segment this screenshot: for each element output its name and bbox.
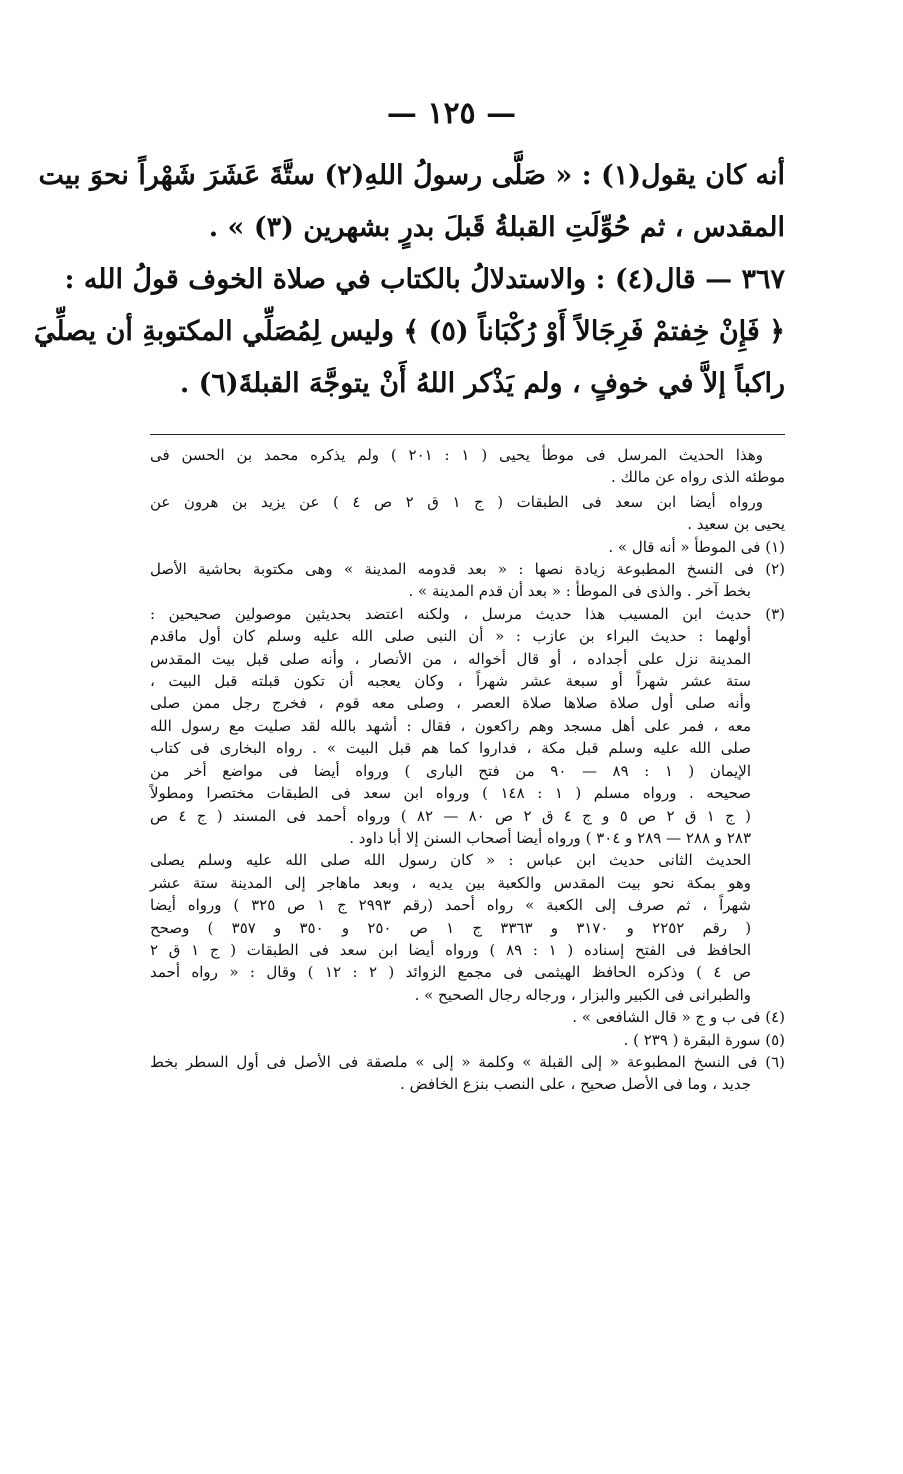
footnote-line: موطئه الذى رواه عن مالك . <box>611 468 785 487</box>
footnote-line: ص ٤ ) وذكره الحافظ الهيثمى فى مجمع الزوائد ( ٢ : ١٢ ) وقال : « رواه أحمد <box>150 963 751 982</box>
main-text-line: أنه كان يقول(١) : « صَلَّى رسولُ اللهِ(٢) ستَّةَ عَشَرَ شَهْراً نحوَ بيت <box>38 160 785 191</box>
footnote-line: ورواه أيضا ابن سعد فى الطبقات ( ج ١ ق ٢ ص ٤ ) عن يزيد بن هرون عن <box>150 492 763 511</box>
page-number: — ١٢٥ — <box>386 96 517 131</box>
footnote-line: معه ، فمر على أهل مسجد وهم راكعون ، فقال : أشهد بالله لقد صليت مع رسول الله <box>150 716 751 735</box>
footnote-line: صلى الله عليه وسلم قبل مكة ، فداروا كما هم قبل البيت » . رواه البخارى فى كتاب <box>150 739 751 758</box>
footnote-line: ٢٨٣ و ٢٨٨ — ٢٨٩ و ٣٠٤ ) ورواه أيضا أصحاب السنن إلا أبا داود . <box>349 828 751 847</box>
footnote-line: صحيحه . ورواه مسلم ( ١ : ١٤٨ ) ورواه ابن سعد فى الطبقات مختصرا ومطولاً <box>150 784 751 803</box>
footnote-line: المدينة نزل على أجداده ، أو قال أخواله ، من الأنصار ، وأنه صلى قبل بيت المقدس <box>150 649 751 668</box>
main-text-line: ﴿ فَإِنْ خِفتمْ فَرِجَالاً أَوْ رُكْبَاناً (٥) ﴾ وليس لِمُصَلِّي المكتوبةِ أن يصلِّيَ <box>33 316 785 347</box>
footnote-line: (٦) فى النسخ المطبوعة « إلى القبلة » وكلمة « إلى » ملصقة فى الأصل فى أول السطر بخط <box>150 1052 785 1071</box>
footnote-line: ستة عشر شهراً أو سبعة عشر شهراً ، وكان يعجبه أن تكون قبلته قبل البيت ، <box>150 672 751 691</box>
footnote-line: ( رقم ٢٢٥٢ و ٣١٧٠ و ٣٣٦٣ ج ١ ص ٢٥٠ و ٣٥٠ و ٣٥٧ ) وصحح <box>150 918 752 937</box>
footnote-line: جديد ، وما فى الأصل صحيح ، على النصب بنزع الخافض . <box>400 1075 751 1094</box>
footnote-line: (٤) فى ب و ج « قال الشافعى » . <box>572 1008 785 1027</box>
main-text-line: المقدس ، ثم حُوِّلَتِ القبلةُ قَبلَ بدرٍ بشهرين (٣) » . <box>208 212 785 243</box>
footnote-line: وهو بمكة نحو بيت المقدس والكعبة بين يديه ، وبعد ماهاجر إلى المدينة ستة عشر <box>150 873 751 892</box>
footnote-line: شهراً ، ثم صرف إلى الكعبة » رواه أحمد (رقم ٢٩٩٣ ج ١ ص ٣٢٥ ) ورواه أيضا <box>150 896 752 915</box>
footnote-line: الحديث الثانى حديث ابن عباس : « كان رسول الله صلى الله عليه وسلم يصلى <box>150 851 751 870</box>
footnotes-block <box>150 444 785 1096</box>
footnote-line: ( ج ١ ق ٢ ص ٥ و ج ٤ ق ٢ ص ٨٠ — ٨٢ ) ورواه أحمد فى المسند ( ج ٤ ص <box>150 806 751 825</box>
main-text-line: ٣٦٧ — قال(٤) : والاستدلالُ بالكتاب في صلاة الخوف قولُ الله : <box>64 264 785 295</box>
footnote-line: أولهما : حديث البراء بن عازب : « أن النبى صلى الله عليه وسلم كان أول ماقدم <box>150 627 751 646</box>
footnote-line: الحافظ فى الفتح إسناده ( ١ : ٨٩ ) ورواه أيضا ابن سعد فى الطبقات ( ج ١ ق ٢ <box>150 940 751 959</box>
footnote-line: وهذا الحديث المرسل فى موطأ يحيى ( ١ : ٢٠١ ) ولم يذكره محمد بن الحسن فى <box>150 446 763 464</box>
footnote-line: (٣) حديث ابن المسيب هذا حديث مرسل ، ولكنه اعتضد بحديثين موصولين صحيحين : <box>150 604 785 623</box>
main-text-block <box>33 150 785 410</box>
footnote-line: (٥) سورة البقرة ( ٢٣٩ ) . <box>623 1030 785 1049</box>
footnote-separator-rule <box>150 434 785 435</box>
footnote-line: الإيمان ( ١ : ٨٩ — ٩٠ من فتح البارى ) ورواه أيضا فى مواضع أخر من <box>150 761 751 780</box>
main-text-line: راكباً إلاَّ في خوفٍ ، ولم يَذْكر اللهُ أَنْ يتوجَّهَ القبلةَ(٦) . <box>179 368 785 399</box>
footnote-line: (١) فى الموطأ « أنه قال » . <box>608 537 785 556</box>
footnote-line: يحيى بن سعيد . <box>687 515 785 534</box>
footnote-line: وأنه صلى أول صلاة صلاها صلاة العصر ، وصلى معه قوم ، فخرج رجل ممن صلى <box>150 694 751 713</box>
footnote-line: بخط آخر . والذى فى الموطأ : « بعد أن قدم المدينة » . <box>408 582 751 601</box>
footnote-line: (٢) فى النسخ المطبوعة زيادة نصها : « بعد قدومه المدينة » وهى مكتوبة بحاشية الأصل <box>150 560 785 579</box>
footnote-line: والطبرانى فى الكبير والبزار ، ورجاله رجال الصحيح » . <box>414 985 751 1004</box>
